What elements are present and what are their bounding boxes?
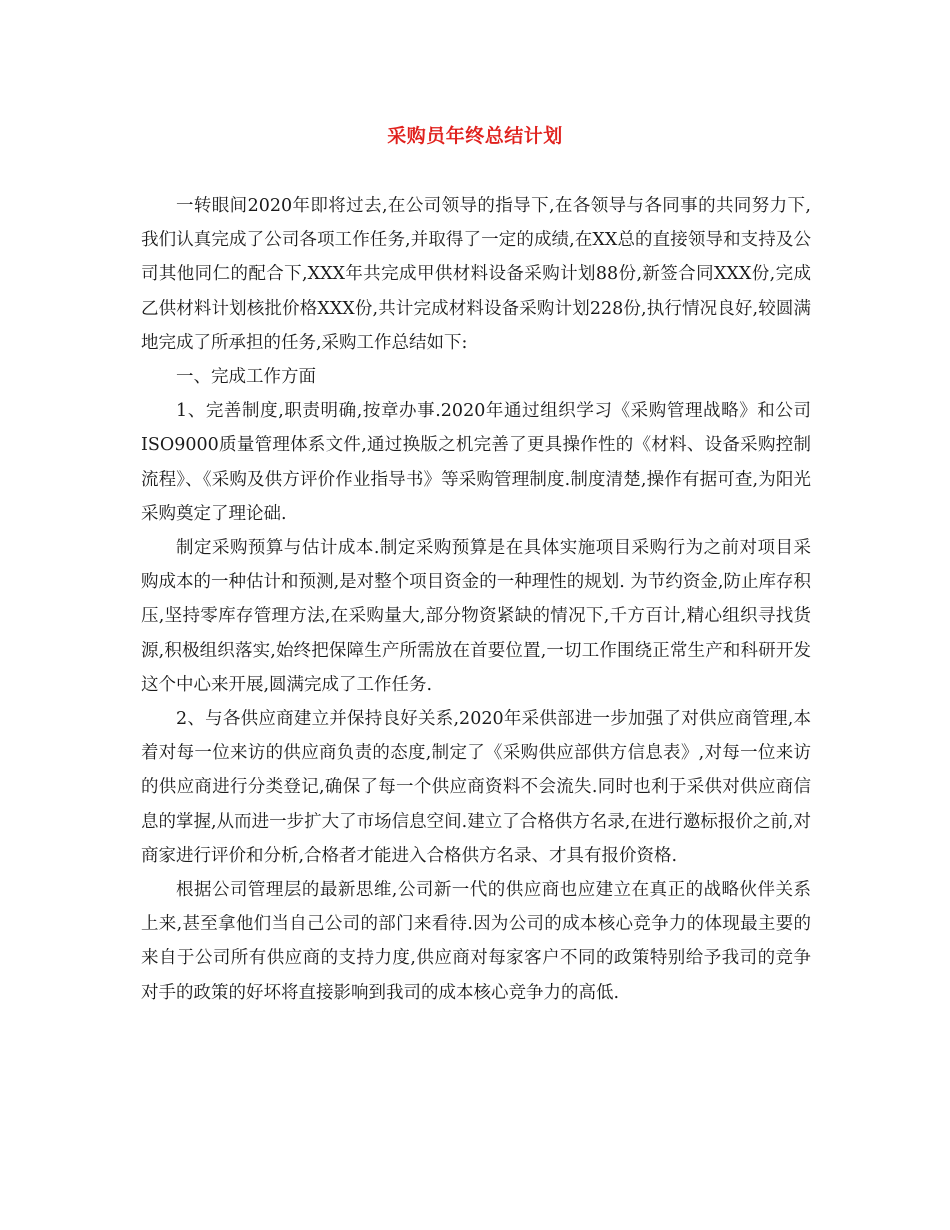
document-title: 采购员年终总结计划 [387, 125, 563, 147]
paragraph-intro: 一转眼间2020年即将过去,在公司领导的指导下,在各领导与各同事的共同努力下,我们认真完成了公司各项工作任务,并取得了一定的成绩,在XX总的直接领导和支持及公司其他同仁的配合下,XXX年共完成甲供材料设备采购计划88份,新签合同XXX份,完成乙供材料计划核批价格XXX份,共计完成材料设备采购计划228份,执行情况良好,较圆满地完成了所承担的任务,采购工作总结如下: [141, 196, 811, 353]
paragraph-strategy: 根据公司管理层的最新思维,公司新一代的供应商也应建立在真正的战略伙伴关系上来,甚至拿他们当自己公司的部门来看待.因为公司的成本核心竞争力的体现最主要的来自于公司所有供应商的支持力度,供应商对每家客户不同的政策特别给予我司的竞争对手的政策的好坏将直接影响到我司的成本核心竞争力的高低. [141, 880, 811, 1003]
document-body [141, 189, 811, 1010]
section-heading-work-completed: 一、完成工作方面 [176, 367, 316, 388]
paragraph-budget: 制定采购预算与估计成本.制定采购预算是在具体实施项目采购行为之前对项目采购成本的一种估计和预测,是对整个项目资金的一种理性的规划. 为节约资金,防止库存积压,坚持零库存管理方法,在采购量大,部分物资紧缺的情况下,千方百计,精心组织寻找货源,积极组织落实,始终把保障生产所需放在首要位置,一切工作围绕正常生产和科研开发这个中心来开展,圆满完成了工作任务. [141, 538, 811, 695]
paragraph-item-2-suppliers: 2、与各供应商建立并保持良好关系,2020年采供部进一步加强了对供应商管理,本着对每一位来访的供应商负责的态度,制定了《采购供应部供方信息表》,对每一位来访的供应商进行分类登记,确保了每一个供应商资料不会流失.同时也利于采供对供应商信息的掌握,从而进一步扩大了市场信息空间.建立了合格供方名录,在进行邀标报价之前,对商家进行评价和分析,合格者才能进入合格供方名录、才具有报价资格. [141, 709, 811, 866]
paragraph-item-1-system: 1、完善制度,职责明确,按章办事.2020年通过组织学习《采购管理战略》和公司ISO9000质量管理体系文件,通过换版之机完善了更具操作性的《材料、设备采购控制流程》、《采购及供方评价作业指导书》等采购管理制度.制度清楚,操作有据可查,为阳光采购奠定了理论础. [141, 401, 811, 524]
